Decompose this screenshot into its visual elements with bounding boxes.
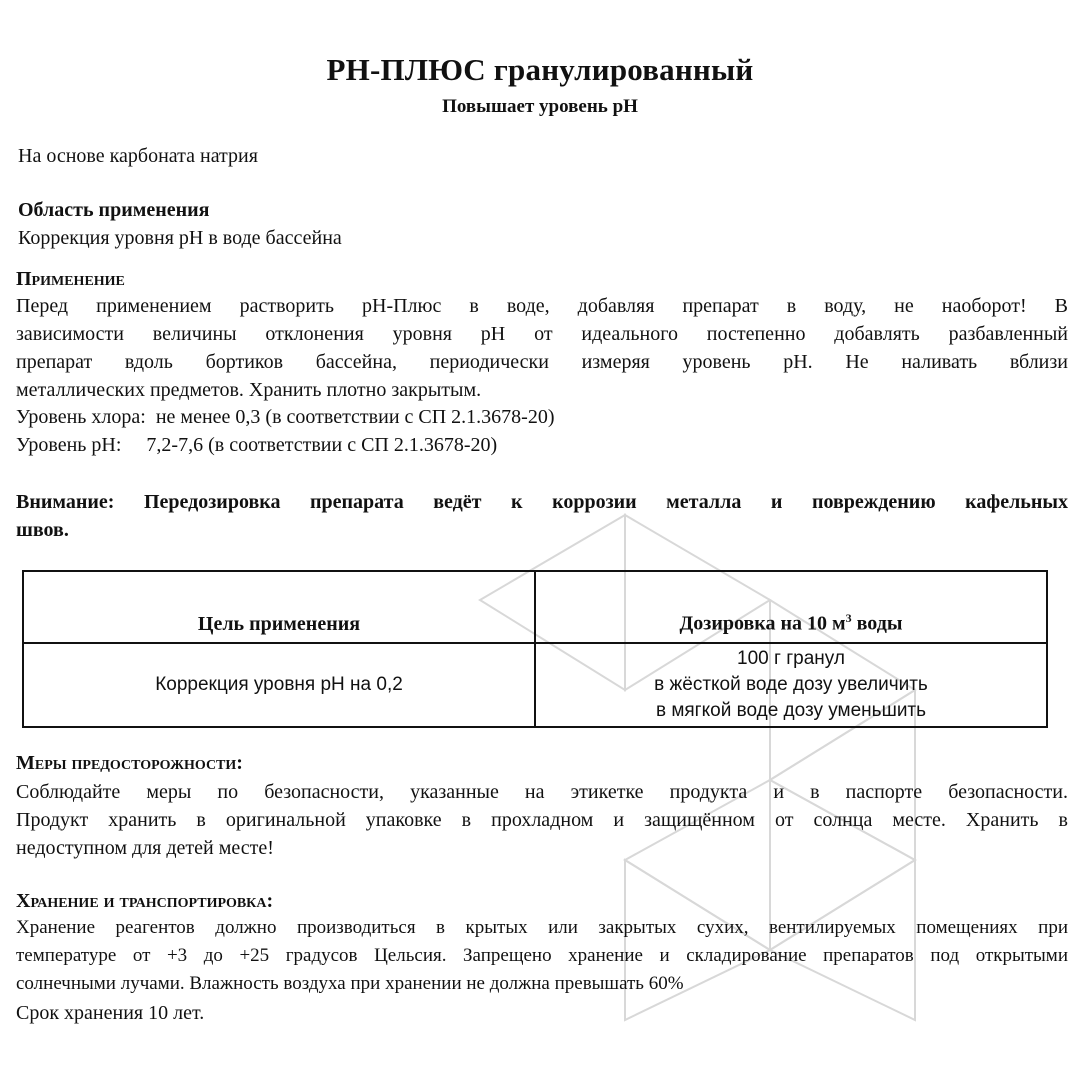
application-paragraph xyxy=(16,292,1068,404)
application-heading: Применение xyxy=(16,268,125,290)
header-dosage-suffix: воды xyxy=(851,613,903,635)
warning-line: швов. xyxy=(16,519,69,541)
precautions-heading: Меры предосторожности: xyxy=(16,752,243,774)
row-dosage-line: 100 г гранул xyxy=(737,648,845,669)
application-line: Перед применением растворить рН-Плюс в воде, добавляя препарат в воду, не наоборот! В xyxy=(16,295,1068,317)
header-dosage-unit-exponent: 3 xyxy=(845,611,852,626)
storage-paragraph xyxy=(16,914,1068,998)
table-header-row xyxy=(23,571,1047,643)
precautions-paragraph xyxy=(16,778,1068,862)
scope-heading: Область применения xyxy=(18,199,210,221)
header-dosage-text: Дозировка на 10 м xyxy=(679,613,846,635)
row-dosage-line: в жёсткой воде дозу увеличить xyxy=(654,674,928,695)
precautions-line: Продукт хранить в оригинальной упаковке в прохладном и защищённом от солнца месте. Хранить в xyxy=(16,809,1068,831)
row-purpose: Коррекция уровня рН на 0,2 xyxy=(23,643,535,727)
application-line: зависимости величины отклонения уровня рН от идеального постепенно добавлять разбавленный xyxy=(16,323,1068,345)
storage-line: Хранение реагентов должно производиться в крытых или закрытых сухих, вентилируемых помещениях при xyxy=(16,917,1068,938)
storage-line: температуре от +3 до +25 градусов Цельсия. Запрещено хранение и складирование препаратов под открытыми xyxy=(16,945,1068,966)
warning-text xyxy=(16,488,1068,544)
shelf-life: Срок хранения 10 лет. xyxy=(16,1002,205,1024)
storage-heading: Хранение и транспортировка: xyxy=(16,890,274,912)
basis-text: На основе карбоната натрия xyxy=(18,145,258,167)
dosage-table xyxy=(22,570,1048,728)
application-line: металлических предметов. Хранить плотно закрытым. xyxy=(16,379,482,401)
precautions-line: Соблюдайте меры по безопасности, указанные на этикетке продукта и в паспорте безопасности. xyxy=(16,781,1068,803)
storage-line: солнечными лучами. Влажность воздуха при хранении не должна превышать 60% xyxy=(16,973,684,994)
header-purpose: Цель применения xyxy=(23,571,535,643)
header-dosage xyxy=(535,571,1047,643)
chlorine-level: Уровень хлора: не менее 0,3 (в соответствии с СП 2.1.3678-20) xyxy=(16,406,555,428)
precautions-line: недоступном для детей месте! xyxy=(16,837,274,859)
table-row xyxy=(23,643,1047,727)
application-line: препарат вдоль бортиков бассейна, периодически измеряя уровень рН. Не наливать вблизи xyxy=(16,351,1068,373)
row-dosage-line: в мягкой воде дозу уменьшить xyxy=(655,700,927,721)
page-title: РН-ПЛЮС гранулированный xyxy=(326,52,754,87)
row-dosage xyxy=(535,643,1047,727)
scope-text: Коррекция уровня рН в воде бассейна xyxy=(18,227,342,249)
ph-level: Уровень рН: 7,2-7,6 (в соответствии с СП 2.1.3678-20) xyxy=(16,434,498,456)
page-subtitle: Повышает уровень рН xyxy=(442,96,638,117)
warning-line: Внимание: Передозировка препарата ведёт к коррозии металла и повреждению кафельных xyxy=(16,491,1068,513)
